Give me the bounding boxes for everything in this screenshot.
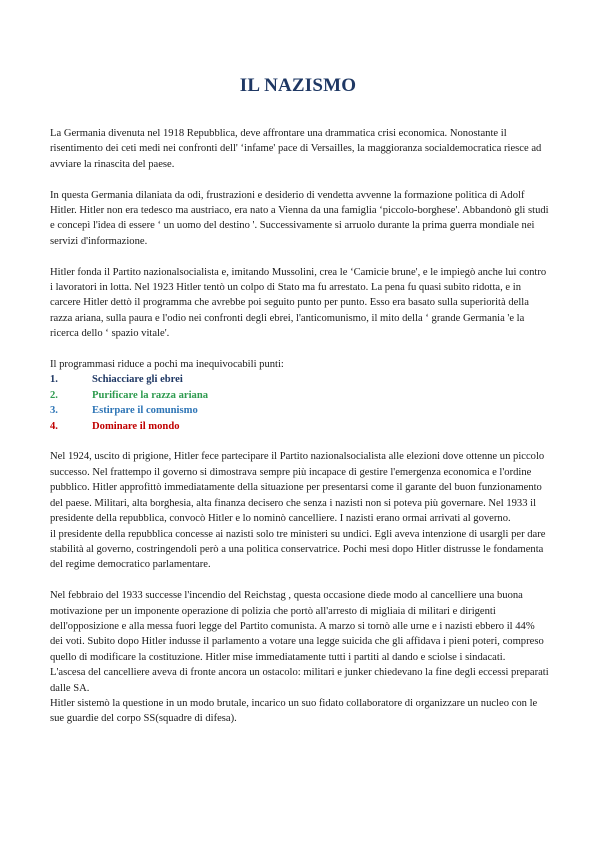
list-item — [50, 419, 550, 434]
list-item — [50, 372, 550, 387]
list-item-text: Estirpare il comunismo — [92, 405, 198, 417]
list-item-text: Schiacciare gli ebrei — [92, 374, 183, 386]
paragraph-sa: L'ascesa del cancelliere aveva di fronte ancora un ostacolo: militari e junker chiedevano la fine degli eccessi preparati dalle SA. — [50, 667, 549, 694]
list-item-number: 1. — [50, 374, 58, 386]
paragraph-ss: Hitler sistemò la questione in un modo brutale, incarico un suo fidato collaboratore di organizzare un nucleo con le sue guardie del corpo SS(squadre di difesa). — [50, 697, 538, 725]
page-title: IL NAZISMO — [239, 75, 357, 96]
list-item — [50, 388, 550, 403]
paragraph-intro: La Germania divenuta nel 1918 Repubblica, deve affrontare una drammatica crisi economica. Nonostante il risentimento dei ceti medi nei confronti dell' ‘infame' pace di Versailles, la maggioranza socialdemocratica riesce ad avviare la rinascita del paese. — [50, 128, 542, 170]
document-body — [50, 126, 550, 727]
paragraph-ministries: il presidente della repubblica concesse ai nazisti solo tre ministeri su undici. Egli aveva intenzione di usargli per dare stabilità al governo, costringendoli però a una politica conservatrice. Pochi mesi dopo Hitler distrusse le fondamenta del regime democratico parlamentare. — [50, 528, 546, 571]
list-item-number: 4. — [50, 420, 58, 432]
list-item-text: Purificare la razza ariana — [92, 389, 209, 401]
paragraph-1924: Nel 1924, uscito di prigione, Hitler fece partecipare il Partito nazionalsocialista alle elezioni dove ottenne un piccolo successo. Nel frattempo il governo si dimostrava sempre più incapace di gestire l'emergenza economica e l'ordine pubblico. Hitler approfittò immediatamente della situazione per presentarsi come il garante del buon funzionamento del paese. Militari, alta borghesia, alta finanza decisero che senza i nazisti non si poteva più governare. Nel 1933 il presidente della repubblica, convocò Hitler e lo nominò cancelliere. I nazisti erano ormai arrivati al governo. — [50, 451, 545, 525]
paragraph-reichstag: Nel febbraio del 1933 successe l'incendio del Reichstag , questa occasione diede modo al cancelliere una buona motivazione per un imponente operazione di polizia che portò all'arresto di migliaia di militari e dirigenti dell'opposizione e alla messa fuori legge del Partito comunista. A marzo si tornò alle urne e i nazisti ebbero il 44% dei voti. Subito dopo Hitler indusse il parlamento a votare una legge suicida che gli affidava i pieni poteri, compreso quello di modificare la costituzione. Hitler mise immediatamente tutti i partiti al dando e sciolse i sindacati. — [50, 590, 544, 663]
paragraph-party: Hitler fonda il Partito nazionalsocialista e, imitando Mussolini, crea le ‘Camicie brune', e le impiegò anche lui contro i lavoratori in lotta. Nel 1923 Hitler tentò un colpo di Stato ma fu arrestato. La pena fu quasi subito ridotta, e in carcere Hitler dettò il programma che avrebbe poi seguito punto per punto. Esso era basato sulla superiorità della razza ariana, sulla paura e l'odio nei confronti degli ebrei, l'anticomunismo, il mito della ‘ grande Germania 'e la ricerca dello ‘ spazio vitale'. — [50, 266, 547, 340]
paragraph-program-intro: Il programmasi riduce a pochi ma inequivocabili punti: — [50, 359, 284, 371]
list-item-number: 2. — [50, 389, 58, 401]
list-item-text: Dominare il mondo — [92, 420, 180, 432]
paragraph-hitler-origins: In questa Germania dilaniata da odi, frustrazioni e desiderio di vendetta avvenne la formazione politica di Adolf Hitler. Hitler non era tedesco ma austriaco, era nato a Vienna da una famiglia ‘piccolo-borghese'. Abbandonò gli studi e concepì l'idea di essere ‘ un uomo del destino '. Successivamente si arruolo durante la prima guerra mondiale nei servizi d'informazione. — [50, 189, 549, 247]
list-item — [50, 403, 550, 418]
program-list — [50, 372, 550, 434]
list-item-number: 3. — [50, 405, 58, 417]
